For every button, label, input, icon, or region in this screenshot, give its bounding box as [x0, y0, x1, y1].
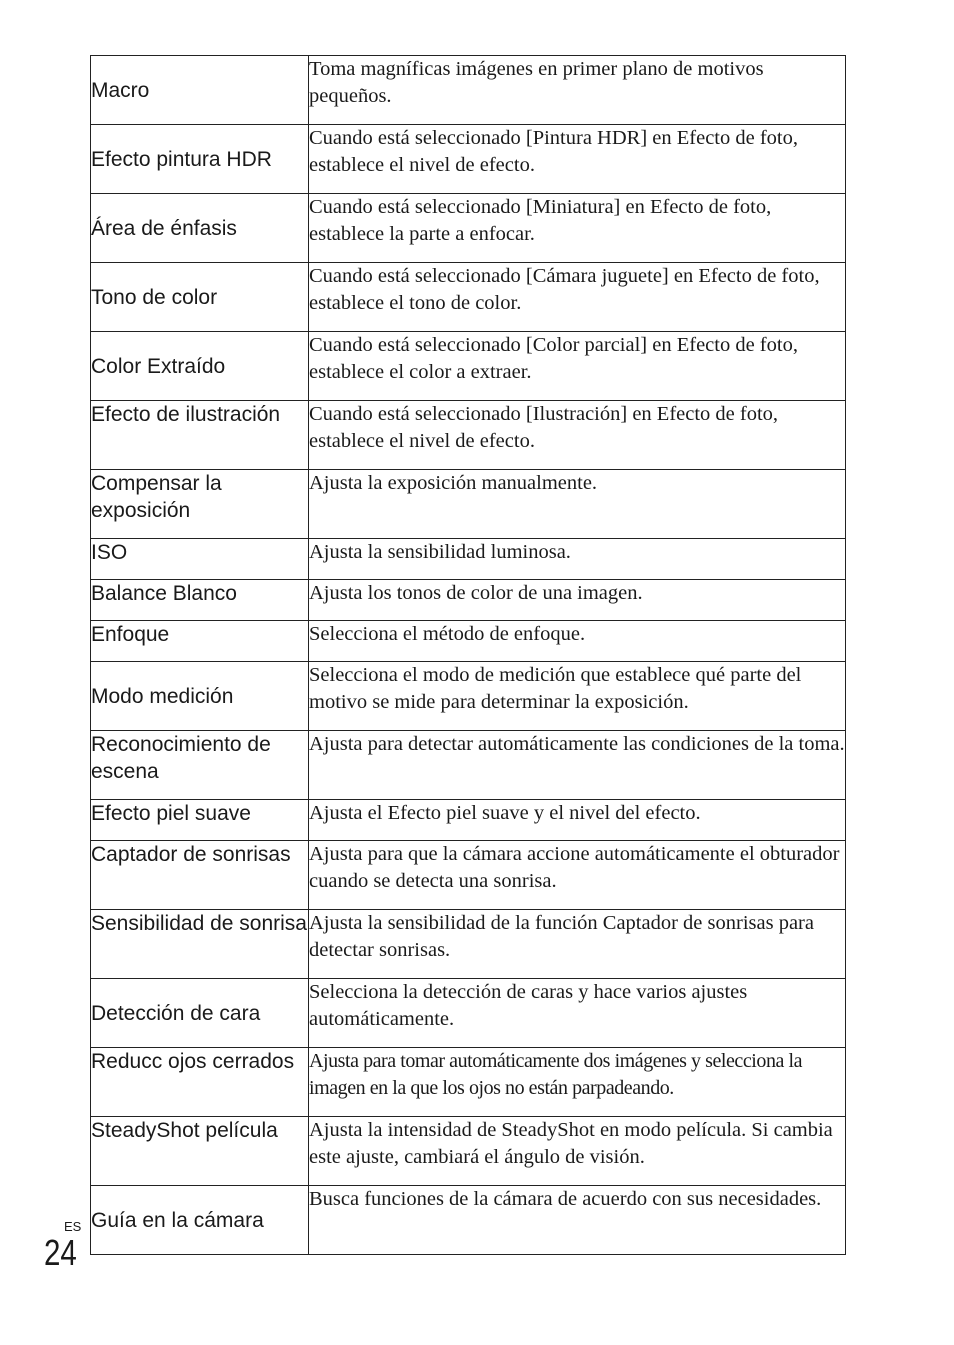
table-row: [91, 731, 846, 800]
term-cell: Efecto piel suave: [91, 800, 309, 841]
table-row: [91, 621, 846, 662]
term-cell: Efecto pintura HDR: [91, 125, 309, 194]
table-row: [91, 194, 846, 263]
description-cell: Cuando está seleccionado [Color parcial] en Efecto de foto, establece el color a extraer.: [309, 332, 846, 401]
table-row: [91, 56, 846, 125]
description-cell: Selecciona el método de enfoque.: [309, 621, 846, 662]
table-row: [91, 470, 846, 539]
term-cell: Captador de sonrisas: [91, 841, 309, 910]
table-row: [91, 662, 846, 731]
term-cell: Reducc ojos cerrados: [91, 1048, 309, 1117]
table-row: [91, 332, 846, 401]
term-cell: ISO: [91, 539, 309, 580]
term-cell: Balance Blanco: [91, 580, 309, 621]
description-cell: Cuando está seleccionado [Cámara juguete] en Efecto de foto, establece el tono de color.: [309, 263, 846, 332]
description-cell: Ajusta para tomar automáticamente dos imágenes y selecciona la imagen en la que los ojos no están parpadeando.: [309, 1048, 846, 1117]
description-cell: Cuando está seleccionado [Miniatura] en Efecto de foto, establece la parte a enfocar.: [309, 194, 846, 263]
term-cell: Sensibilidad de sonrisa: [91, 910, 309, 979]
description-cell: Ajusta la exposición manualmente.: [309, 470, 846, 539]
term-cell: Área de énfasis: [91, 194, 309, 263]
term-cell: Tono de color: [91, 263, 309, 332]
table-row: [91, 263, 846, 332]
description-cell: Ajusta la sensibilidad de la función Captador de sonrisas para detectar sonrisas.: [309, 910, 846, 979]
description-cell: Ajusta para que la cámara accione automáticamente el obturador cuando se detecta una sonrisa.: [309, 841, 846, 910]
term-cell: Guía en la cámara: [91, 1186, 309, 1255]
description-cell: Ajusta la sensibilidad luminosa.: [309, 539, 846, 580]
table-row: [91, 1048, 846, 1117]
table-row: [91, 401, 846, 470]
description-cell: Ajusta los tonos de color de una imagen.: [309, 580, 846, 621]
table-row: [91, 979, 846, 1048]
table-row: [91, 841, 846, 910]
table-row: [91, 1186, 846, 1255]
term-cell: SteadyShot película: [91, 1117, 309, 1186]
description-cell: Busca funciones de la cámara de acuerdo con sus necesidades.: [309, 1186, 846, 1255]
description-cell: Selecciona la detección de caras y hace varios ajustes automáticamente.: [309, 979, 846, 1048]
term-cell: Efecto de ilustración: [91, 401, 309, 470]
description-cell: Ajusta el Efecto piel suave y el nivel del efecto.: [309, 800, 846, 841]
description-cell: Toma magníficas imágenes en primer plano de motivos pequeños.: [309, 56, 846, 125]
description-cell: Ajusta la intensidad de SteadyShot en modo película. Si cambia este ajuste, cambiará el ángulo de visión.: [309, 1117, 846, 1186]
description-cell: Ajusta para detectar automáticamente las condiciones de la toma.: [309, 731, 846, 800]
term-cell: Enfoque: [91, 621, 309, 662]
term-cell: Detección de cara: [91, 979, 309, 1048]
term-cell: Compensar la exposición: [91, 470, 309, 539]
page-number: 24: [44, 1232, 77, 1273]
term-cell: Color Extraído: [91, 332, 309, 401]
language-tag: ES: [64, 1219, 82, 1234]
table-row: [91, 910, 846, 979]
table-row: [91, 800, 846, 841]
description-cell: Cuando está seleccionado [Ilustración] en Efecto de foto, establece el nivel de efecto.: [309, 401, 846, 470]
table-row: [91, 125, 846, 194]
term-cell: Modo medición: [91, 662, 309, 731]
description-cell: Selecciona el modo de medición que establece qué parte del motivo se mide para determinar la exposición.: [309, 662, 846, 731]
function-table: [90, 55, 846, 1255]
table-row: [91, 1117, 846, 1186]
table-row: [91, 539, 846, 580]
description-cell: Cuando está seleccionado [Pintura HDR] en Efecto de foto, establece el nivel de efecto.: [309, 125, 846, 194]
term-cell: Macro: [91, 56, 309, 125]
table-row: [91, 580, 846, 621]
term-cell: Reconocimiento de escena: [91, 731, 309, 800]
